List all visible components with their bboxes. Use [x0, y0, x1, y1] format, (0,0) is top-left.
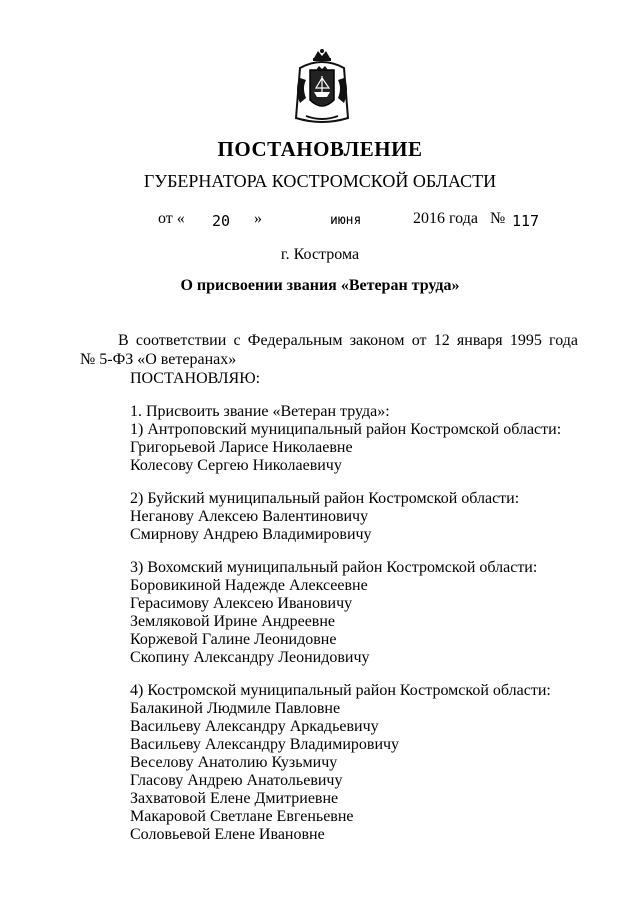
- city: г. Кострома: [280, 246, 360, 263]
- preamble-line-1: В соответствии с Федеральным законом от 12 января 1995 года: [118, 332, 578, 349]
- date-month: июня: [330, 213, 362, 228]
- list-item: Григорьевой Ларисе Николаевне: [130, 439, 353, 456]
- list-item: Васильеву Александру Владимировичу: [130, 736, 400, 753]
- list-item: Земляковой Ирине Андреевне: [130, 613, 336, 630]
- list-item: Балакиной Людмиле Павловне: [130, 700, 341, 717]
- list-item: Неганову Алексею Валентиновичу: [130, 508, 369, 525]
- list-item: Смирнову Андрею Владимировичу: [130, 526, 372, 543]
- district-title: 2) Буйский муниципальный район Костромской области:: [130, 490, 520, 507]
- list-item: Герасимову Алексею Ивановичу: [130, 595, 353, 612]
- preamble-line-2: № 5-ФЗ «О ветеранах»: [80, 351, 237, 368]
- district-title: 4) Костромской муниципальный район Костромской области:: [130, 682, 551, 699]
- list-item: Колесову Сергею Николаевичу: [130, 457, 342, 474]
- document-type-title: ПОСТАНОВЛЕНИЕ: [217, 137, 423, 161]
- item-1-title: 1. Присвоить звание «Ветеран труда»:: [130, 403, 390, 420]
- decree-word: ПОСТАНОВЛЯЮ:: [130, 370, 261, 387]
- list-item: Скопину Александру Леонидовичу: [130, 649, 370, 666]
- district-title: 3) Вохомский муниципальный район Костромской области:: [130, 559, 538, 576]
- list-item: Гласову Андрею Анатольевичу: [130, 772, 343, 789]
- document-number: 117: [512, 212, 540, 230]
- list-item: Соловьевой Елене Ивановне: [130, 826, 325, 843]
- list-item: Боровикиной Надежде Алексеевне: [130, 577, 368, 594]
- subject-title: О присвоении звания «Ветеран труда»: [180, 277, 460, 294]
- issuing-authority: ГУБЕРНАТОРА КОСТРОМСКОЙ ОБЛАСТИ: [143, 171, 497, 191]
- district-title: 1) Антроповский муниципальный район Костромской области:: [130, 421, 562, 438]
- coat-of-arms-emblem: [292, 48, 352, 126]
- list-item: Коржевой Галине Леонидовне: [130, 631, 337, 648]
- list-item: Захватовой Елене Дмитриевне: [130, 790, 339, 807]
- list-item: Макаровой Светлане Евгеньевне: [130, 808, 354, 825]
- date-day: 20: [212, 212, 231, 230]
- date-year: 2016 года: [413, 210, 478, 227]
- date-close-quote: »: [254, 210, 262, 227]
- number-prefix: №: [490, 210, 506, 227]
- list-item: Веселову Анатолию Кузьмичу: [130, 754, 338, 771]
- list-item: Васильеву Александру Аркадьевичу: [130, 718, 379, 735]
- date-prefix: от «: [158, 210, 185, 227]
